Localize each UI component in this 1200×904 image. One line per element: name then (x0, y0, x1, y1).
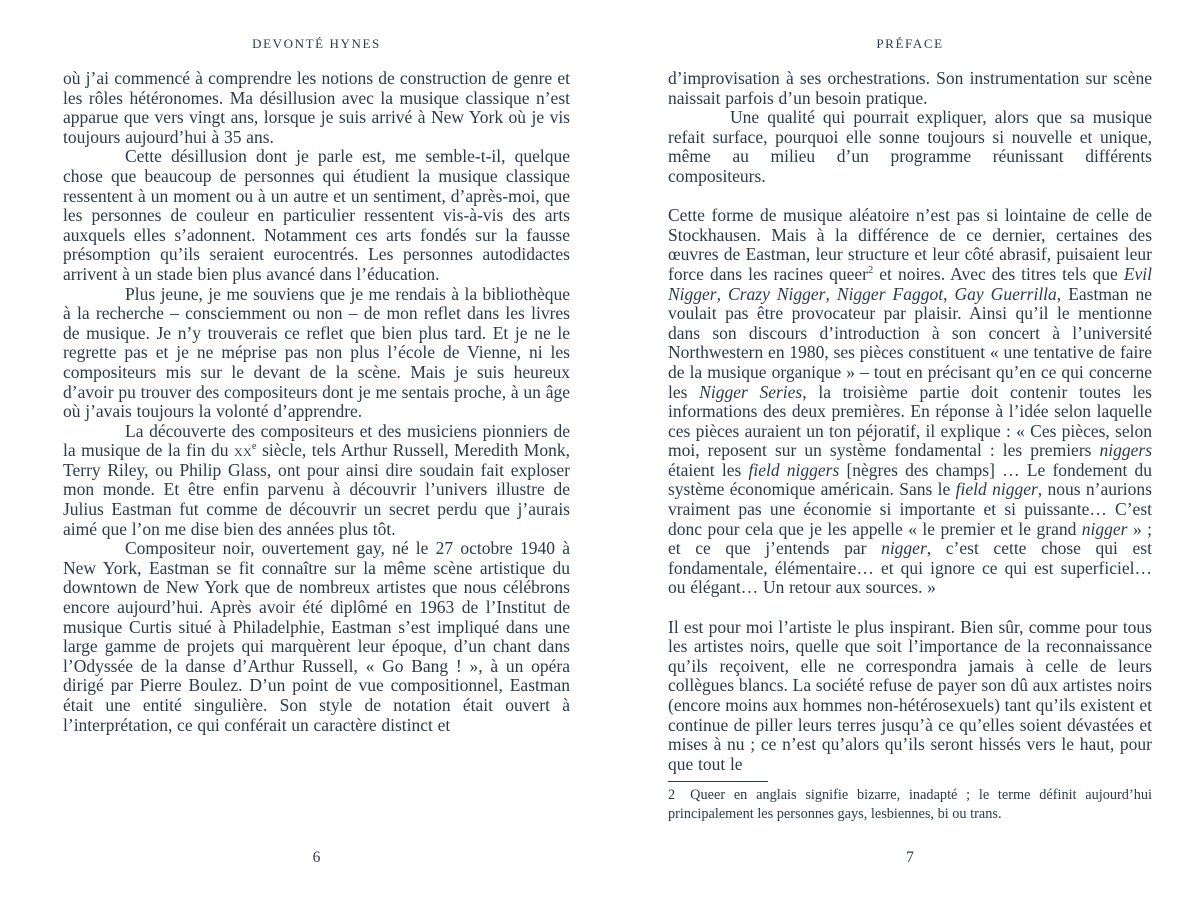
page-number-left: 6 (312, 849, 321, 866)
page-left (63, 0, 570, 904)
running-header-right: PRÉFACE (876, 36, 944, 51)
paragraph: Cette forme de musique aléatoire n’est pas si lointaine de celle de Stockhausen. Mais à la différence de ce dernier, certaines des œuvres de Eastman, leur structure et leur côté abrasif, puisaient leur force dans les racines queer$^2$ et noires. Avec des titres tels que Evil Nigger, Crazy Nigger, Nigger Faggot, Gay Guerrilla, Eastman ne voulait pas être provocateur par plaisir. Ainsi qu’il le mentionne dans son discours d’introduction à son concert à l’université Northwestern en 1980, ses pièces constituent « une tentative de faire de la musique organique » – tout en précisant qu’en ce qui concerne les Nigger Series, la troisième partie doit contenir toutes les informations des deux premières. En réponse à l’idée selon laquelle ces pièces auraient un ton péjoratif, il explique : « Ces pièces, selon moi, reposent sur un système fondamental : les premiers niggers étaient les field niggers [nègres des champs] … Le fondement du système économique américain. Sans le field nigger, nous n’aurions vraiment pas une économie si importante et si puissante… C’est donc pour cela que je les appelle « le premier et le grand nigger » ; et ce que j’entends par nigger, c’est cette chose qui est fondamentale, élémentaire… et qui ignore ce qui est superficiel… ou élégant… Un retour aux sources. » (668, 205, 1152, 598)
footnote (668, 786, 1152, 824)
paragraph: Cette désillusion dont je parle est, me semble-t-il, quelque chose que beaucoup de personnes qui étudient la musique classique ressentent à un moment ou à un autre et un sentiment, d’après-moi, que les personnes de couleur en particulier ressentent vis-à-vis des arts auxquels elles s’adonnent. Notamment ces arts fondés sur la fausse présomption qu’ils seraient eurocentrés. Les personnes autodidactes arrivent à un stade bien plus avancé dans l’éducation. (63, 146, 570, 284)
footnote-rule (668, 781, 768, 782)
paragraph: Plus jeune, je me souviens que je me rendais à la bibliothèque à la recherche – consciemment ou non – de mon reflet dans les livres de musique. Je n’y trouverais ce reflet que bien plus tard. Et je ne le regrette pas et je ne méprise pas non plus l’école de Vienne, ni les compositeurs mis sur le devant de la scène. Mais je suis heureux d’avoir pu trouver des compositeurs dont je me sentais proche, à un âge où j’avais toujours la volonté d’apprendre. (63, 283, 570, 422)
paragraph: La découverte des compositeurs et des musiciens pionniers de la musique de la fin du $xx^e$ siècle, tels Arthur Russell, Meredith Monk, Terry Riley, ou Philip Glass, ont pour ainsi dire soudain fait exploser mon monde. Et être enfin parvenu à découvrir l’univers illustre de Julius Eastman fut comme de découvrir un secret perdu que j’aurais aimé que l’on me dise bien des années plus tôt. (63, 420, 570, 539)
footnote-text: Queer en anglais signifie bizarre, inadapté ; le terme définit aujourd’hui principalement les personnes gays, lesbiennes, bi ou trans. (668, 787, 1152, 823)
paragraph: d’improvisation à ses orchestrations. Son instrumentation sur scène naissait parfois d’un besoin pratique. (668, 68, 1152, 108)
paragraph: Il est pour moi l’artiste le plus inspirant. Bien sûr, comme pour tous les artistes noirs, quelle que soit l’importance de la reconnaissance qu’ils reçoivent, elle ne correspondra jamais à celle de leurs collègues blancs. La société refuse de payer son dû aux artistes noirs (encore moins aux hommes non-hétérosexuels) tant qu’ils existent et continue de piller leurs terres jusqu’à ce qu’elles soient dévastées et mises à nu ; ce n’est qu’alors qu’ils seront hissés vers le haut, pour que tout le (668, 616, 1152, 774)
running-header-left: DEVONTÉ HYNES (252, 36, 381, 51)
footnote-number: 2 (668, 787, 676, 804)
paragraph: où j’ai commencé à comprendre les notions de construction de genre et les rôles hétéronomes. Ma désillusion avec la musique classique n’est apparue que vers vingt ans, lorsque je suis arrivé à New York où je vis toujours aujourd’hui à 35 ans. (63, 68, 570, 147)
footnote-area (668, 781, 1152, 824)
paragraph: Compositeur noir, ouvertement gay, né le 27 octobre 1940 à New York, Eastman se fit connaître sur la même scène artistique du downtown de New York que de nombreux artistes que nous célébrons encore aujourd’hui. Après avoir été diplômé en 1963 de l’Institut de musique Curtis situé à Philadelphie, Eastman s’est impliqué dans une large gamme de projets qui marquèrent leur époque, d’un chant dans l’Odyssée de la danse d’Arthur Russell, « Go Bang ! », à un opéra dirigé par Pierre Boulez. D’un point de vue compositionnel, Eastman était une entité singulière. Son style de notation était ouvert à l’interprétation, ce qui conférait un caractère distinct et (63, 538, 570, 735)
page-number-right: 7 (906, 849, 914, 866)
page-right-body (668, 69, 1152, 774)
page-right (668, 0, 1152, 904)
paragraph: Une qualité qui pourrait expliquer, alors que sa musique refait surface, pourquoi elle sonne toujours si nouvelle et unique, même au milieu d’un programme réunissant différents compositeurs. (668, 107, 1152, 186)
page-left-body (63, 69, 570, 735)
